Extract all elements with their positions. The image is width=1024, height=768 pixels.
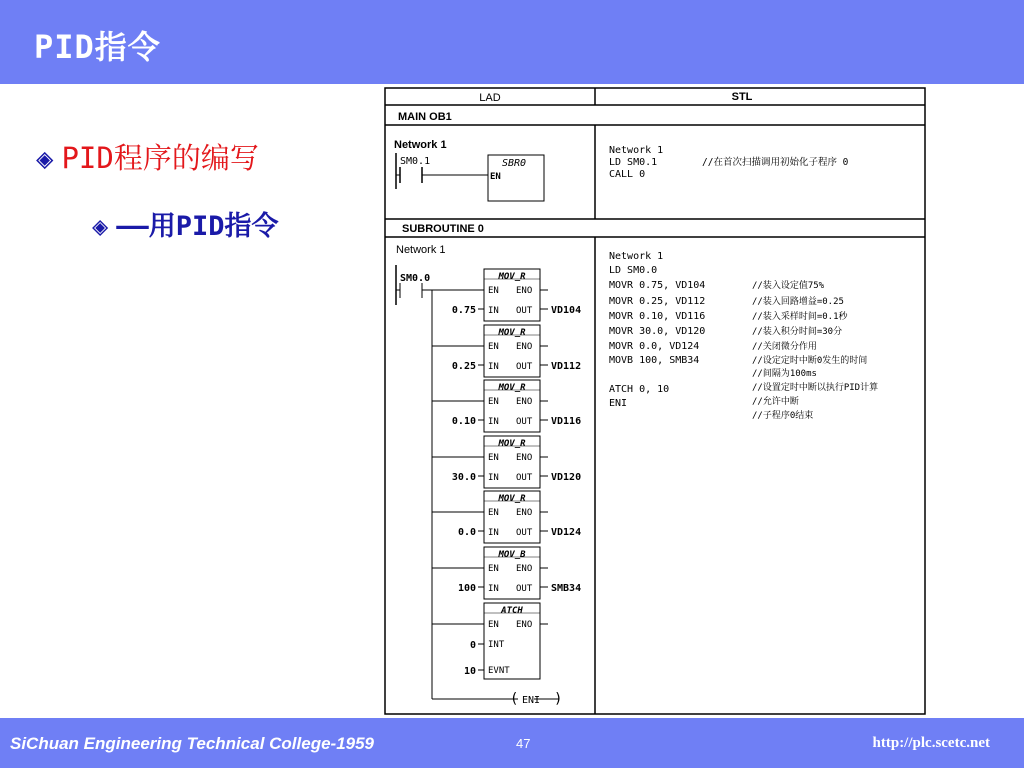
stl-instruction: MOVR 0.10, VD116 xyxy=(609,311,706,322)
box-input-value: 0.10 xyxy=(451,416,476,427)
box-output-address: SMB34 xyxy=(551,583,582,594)
stl-instruction: MOVR 30.0, VD120 xyxy=(609,326,706,337)
box-output-address: VD104 xyxy=(551,305,582,316)
stl-instruction: Network 1 xyxy=(609,145,664,156)
bullet-level-1 xyxy=(36,136,259,177)
main-network-label: Network 1 xyxy=(394,139,447,151)
int-value: 0 xyxy=(469,640,476,651)
page-number: 47 xyxy=(516,736,531,751)
en-pin: EN xyxy=(488,286,499,296)
out-pin: OUT xyxy=(516,362,533,372)
box-name: MOV_R xyxy=(498,272,526,282)
evnt-value: 10 xyxy=(463,666,476,677)
main-stl-block xyxy=(609,145,849,180)
atch-box xyxy=(432,603,548,679)
slide-footer xyxy=(0,718,1024,768)
box-input-value: 100 xyxy=(457,583,476,594)
out-pin: OUT xyxy=(516,584,533,594)
box-name: MOV_R xyxy=(498,494,526,504)
college-name: SiChuan Engineering Technical College-1959 xyxy=(10,734,375,753)
coil-left-paren: ( xyxy=(510,691,519,707)
en-pin: EN xyxy=(488,397,499,407)
diamond-bullet-icon: ◈ xyxy=(92,211,109,242)
stl-comment: //装入采样时间=0.1秒 xyxy=(752,312,848,322)
stl-instruction: CALL 0 xyxy=(609,169,646,180)
box-input-value: 0.25 xyxy=(451,361,476,372)
bullet-level-2 xyxy=(92,204,279,243)
bullet-text: PID程序的编写 xyxy=(61,141,259,175)
box-output-address: VD112 xyxy=(551,361,582,372)
out-pin: OUT xyxy=(516,473,533,483)
stl-comment: //允许中断 xyxy=(752,397,799,407)
out-pin: OUT xyxy=(516,306,533,316)
stl-instruction: MOVR 0.25, VD112 xyxy=(609,296,706,307)
box-name: MOV_R xyxy=(498,328,526,338)
box-name: MOV_R xyxy=(498,439,526,449)
stl-comment: //装入积分时间=30分 xyxy=(752,327,843,337)
en-pin: EN xyxy=(488,453,499,463)
lad-column-header: LAD xyxy=(479,92,501,104)
en-pin: EN xyxy=(488,342,499,352)
diamond-bullet-icon: ◈ xyxy=(36,141,54,175)
eno-pin: ENO xyxy=(516,620,533,630)
eno-pin: ENO xyxy=(516,453,533,463)
ladder-stl-figure xyxy=(384,87,928,715)
stl-instruction: LD SM0.0 xyxy=(609,265,658,276)
en-pin: EN xyxy=(488,508,499,518)
box-name: MOV_R xyxy=(498,383,526,393)
stl-instruction: MOVR 0.75, VD104 xyxy=(609,280,706,291)
stl-comment: //装入设定值75% xyxy=(752,281,825,291)
sub-contact-label: SM0.0 xyxy=(400,273,431,284)
stl-comment: //间隔为100ms xyxy=(752,369,817,379)
sub-network-label: Network 1 xyxy=(396,244,446,256)
en-pin: EN xyxy=(488,564,499,574)
out-pin: OUT xyxy=(516,528,533,538)
stl-comment: //设定定时中断0发生的时间 xyxy=(752,356,868,366)
coil-right-paren: ) xyxy=(554,691,563,707)
box-name: ATCH xyxy=(501,606,523,616)
box-output-address: VD116 xyxy=(551,416,582,427)
main-ob1-label: MAIN OB1 xyxy=(398,111,452,123)
box-input-value: 30.0 xyxy=(451,472,476,483)
eno-pin: ENO xyxy=(516,342,533,352)
evnt-pin: EVNT xyxy=(488,666,510,676)
out-pin: OUT xyxy=(516,417,533,427)
mov-box xyxy=(432,269,581,321)
mov-box xyxy=(432,436,581,488)
in-pin: IN xyxy=(488,362,499,372)
eno-pin: ENO xyxy=(516,397,533,407)
stl-comment: //关闭微分作用 xyxy=(752,342,817,352)
sbr0-en-pin: EN xyxy=(490,172,501,182)
stl-comment: //在首次扫描调用初始化子程序 0 xyxy=(702,157,849,168)
stl-instruction: ENI xyxy=(609,398,628,409)
bullet-text: ——用PID指令 xyxy=(116,211,279,242)
eni-coil-label: ENI xyxy=(522,695,541,706)
stl-instruction: ATCH 0, 10 xyxy=(609,384,670,395)
subroutine-label: SUBROUTINE 0 xyxy=(402,223,484,235)
int-pin: INT xyxy=(488,640,505,650)
box-output-address: VD120 xyxy=(551,472,582,483)
in-pin: IN xyxy=(488,473,499,483)
stl-comment: //子程序0结束 xyxy=(752,411,814,421)
main-contact-label: SM0.1 xyxy=(400,156,431,167)
stl-instruction: LD SM0.1 xyxy=(609,157,658,168)
eno-pin: ENO xyxy=(516,286,533,296)
eno-pin: ENO xyxy=(516,564,533,574)
en-pin: EN xyxy=(488,620,499,630)
mov-box xyxy=(432,380,581,432)
stl-instruction: MOVB 100, SMB34 xyxy=(609,355,700,366)
mov-box xyxy=(432,491,581,543)
box-input-value: 0.75 xyxy=(451,305,476,316)
slide-header xyxy=(0,0,1024,84)
stl-column-header: STL xyxy=(731,91,753,103)
box-input-value: 0.0 xyxy=(457,527,476,538)
stl-comment: //装入回路增益=0.25 xyxy=(752,297,844,307)
eno-pin: ENO xyxy=(516,508,533,518)
stl-instruction: Network 1 xyxy=(609,251,664,262)
mov-box xyxy=(432,547,581,599)
slide-title: PID指令 xyxy=(34,28,161,66)
in-pin: IN xyxy=(488,306,499,316)
box-name: MOV_B xyxy=(498,550,526,560)
stl-comment: //设置定时中断以执行PID计算 xyxy=(752,383,879,393)
in-pin: IN xyxy=(488,528,499,538)
stl-instruction: MOVR 0.0, VD124 xyxy=(609,341,700,352)
footer-url: http://plc.scetc.net xyxy=(872,735,990,751)
sbr0-box-name: SBR0 xyxy=(501,158,527,169)
in-pin: IN xyxy=(488,584,499,594)
mov-box xyxy=(432,325,581,377)
sub-stl-block xyxy=(609,251,878,421)
box-output-address: VD124 xyxy=(551,527,582,538)
in-pin: IN xyxy=(488,417,499,427)
